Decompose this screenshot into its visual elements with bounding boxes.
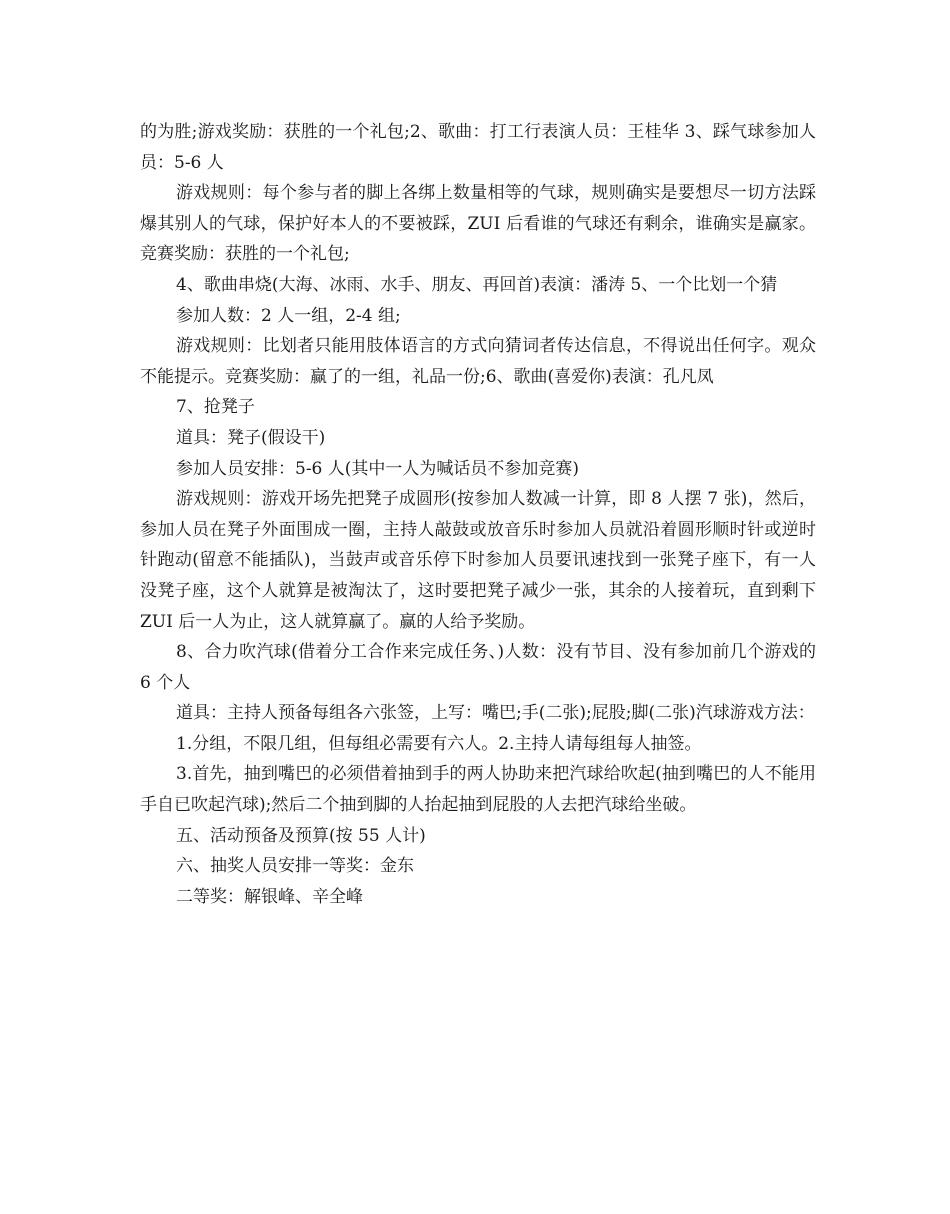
paragraph-15: 六、抽奖人员安排一等奖：金东 <box>176 856 414 877</box>
paragraph-7: 道具：凳子(假设干) <box>176 427 326 448</box>
paragraph-5: 游戏规则：比划者只能用肢体语言的方式向猜词者传达信息，不得说出任何字。观众不能提示。竞赛奖励：赢了的一组，礼品一份;6、歌曲(喜爱你)表演：孔凡凤 <box>140 336 816 387</box>
paragraph-12: 1.分组，不限几组，但每组必需要有六人。2.主持人请每组每人抽签。 <box>176 733 702 754</box>
paragraph-9: 游戏规则：游戏开场先把凳子成圆形(按参加人数减一计算，即 8 人摆 7 张)，然后，参加人员在凳子外面围成一圈，主持人敲鼓或放音乐时参加人员就沿着圆形顺时针或逆时针跑动(留意不能插队)，当鼓声或音乐停下时参加人员要讯速找到一张凳子座下，有一人没凳子座，这个人就算是被淘汰了，这时要把凳子减少一张，其余的人接着玩，直到剩下 ZUI 后一人为止，这人就算赢了。赢的人给予奖励。 <box>140 489 822 632</box>
paragraph-6: 7、抢凳子 <box>176 397 255 418</box>
paragraph-13: 3.首先，抽到嘴巴的必须借着抽到手的两人协助来把汽球给吹起(抽到嘴巴的人不能用手自已吹起汽球);然后二个抽到脚的人抬起抽到屁股的人去把汽球给坐破。 <box>140 764 816 816</box>
paragraph-16: 二等奖：解银峰、辛全峰 <box>176 886 363 907</box>
paragraph-3: 4、歌曲串烧(大海、冰雨、水手、朋友、再回首)表演：潘涛 5、一个比划一个猜 <box>176 274 778 295</box>
document-body <box>140 117 822 912</box>
paragraph-10: 8、合力吹汽球(借着分工合作来完成任务、)人数：没有节目、没有参加前几个游戏的 6 个人 <box>140 642 822 693</box>
paragraph-2: 游戏规则：每个参与者的脚上各绑上数量相等的气球，规则确实是要想尽一切方法踩爆其别人的气球，保护好本人的不要被踩，ZUI 后看谁的气球还有剩余，谁确实是赢家。竞赛奖励：获胜的一个礼包; <box>140 183 816 265</box>
paragraph-14: 五、活动预备及预算(按 55 人计) <box>176 825 426 846</box>
paragraph-4: 参加人数：2 人一组，2-4 组; <box>176 305 401 326</box>
paragraph-8: 参加人员安排：5-6 人(其中一人为喊话员不参加竞赛) <box>176 458 580 479</box>
paragraph-1: 的为胜;游戏奖励：获胜的一个礼包;2、歌曲：打工行表演人员：王桂华 3、踩气球参加人员：5-6 人 <box>140 122 816 173</box>
paragraph-11: 道具：主持人预备每组各六张签，上写：嘴巴;手(二张);屁股;脚(二张)汽球游戏方法： <box>176 703 815 724</box>
